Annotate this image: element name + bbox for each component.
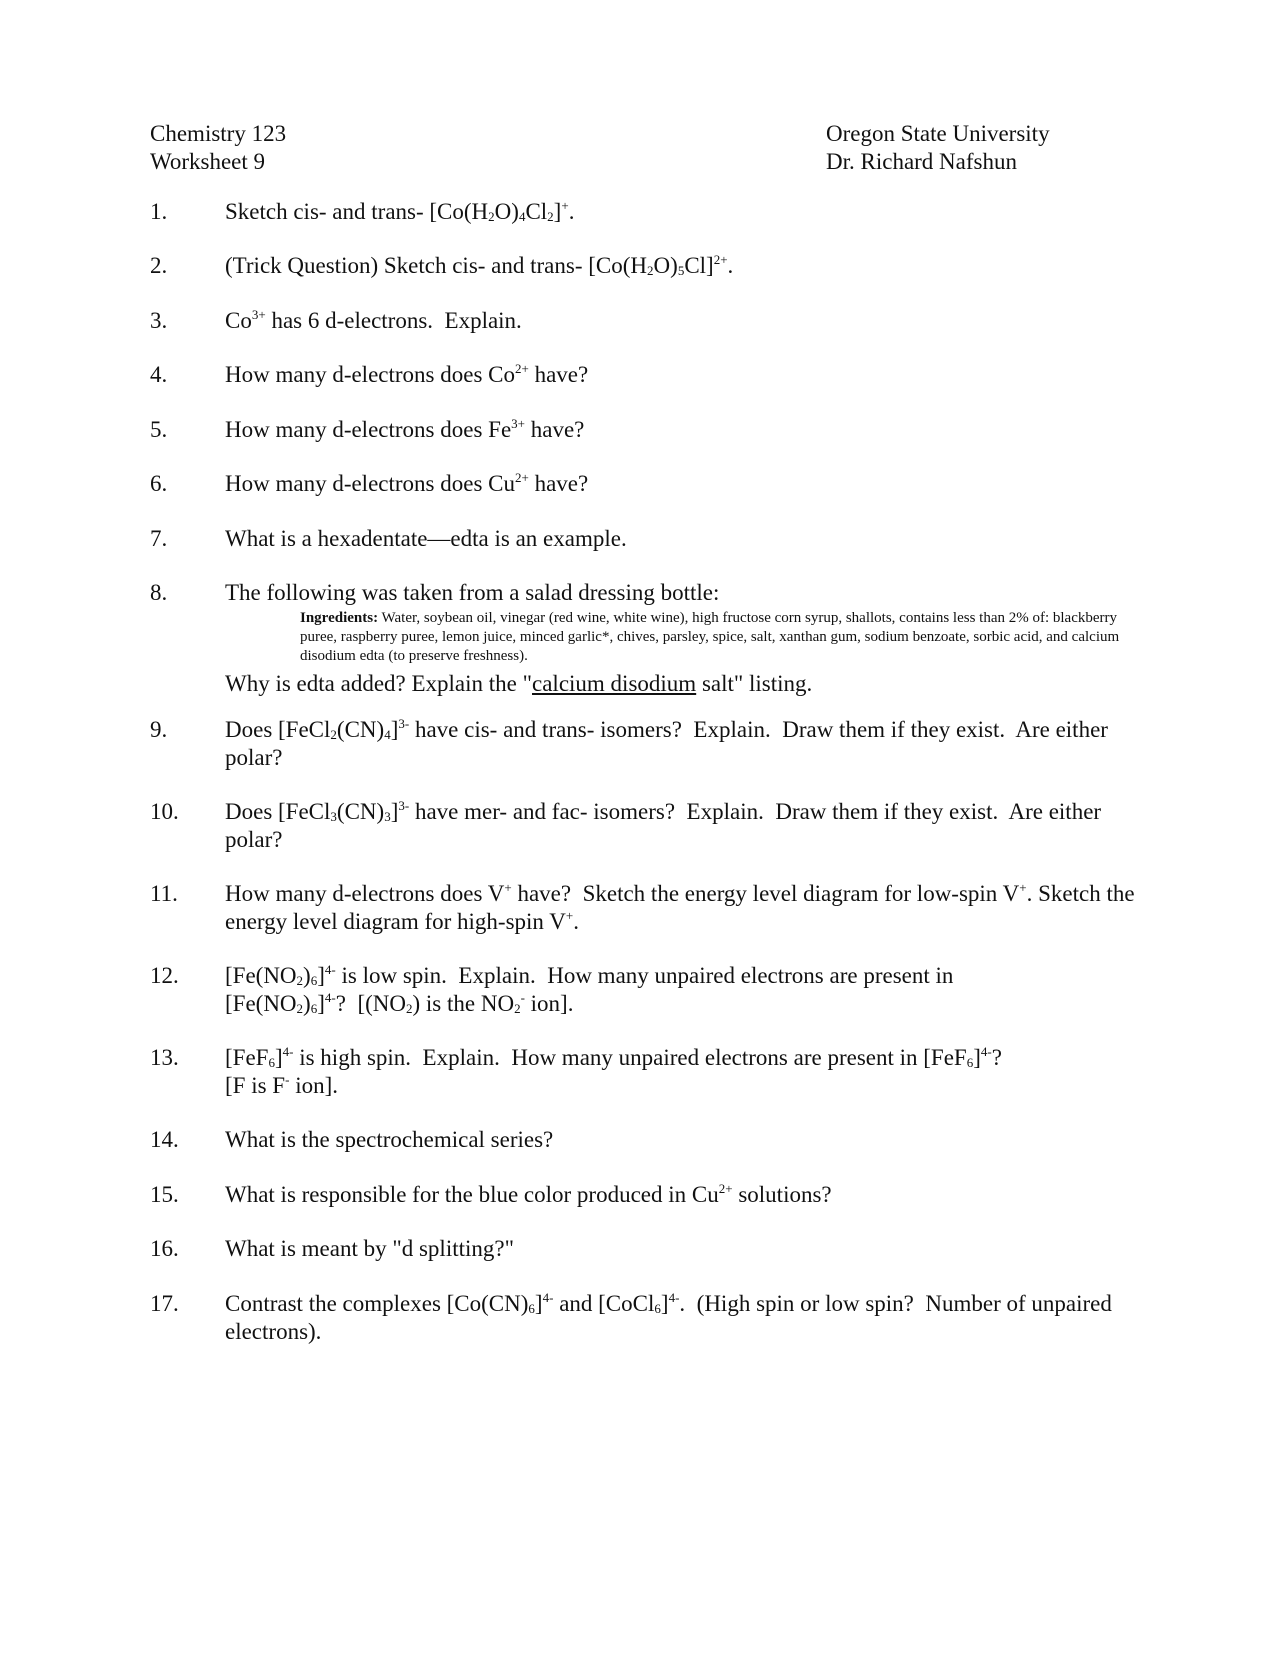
followup-after: salt" listing.	[696, 671, 813, 696]
header-left	[150, 120, 286, 176]
instructor-name: Dr. Richard Nafshun	[826, 149, 1017, 174]
header-right	[826, 120, 1050, 176]
question-number: 11.	[150, 881, 178, 906]
question-number: 15.	[150, 1182, 179, 1207]
worksheet-title: Worksheet 9	[150, 149, 266, 174]
question-number: 3.	[150, 308, 168, 333]
question-text: Does $[FeCl_3(CN)_3]^{3-}$ have mer- and fac- isomers? Explain. Draw them if they exist. Are either polar?	[225, 798, 1102, 852]
ingredients-label: Ingredients:	[300, 610, 379, 626]
course-title: Chemistry 123	[150, 121, 287, 146]
question-number: 4.	[150, 362, 168, 387]
question-text: How many d-electrons does $Fe^{3+}$ have?	[225, 416, 585, 442]
question-text: Does $[FeCl_2(CN)_4]^{3-}$ have cis- and trans- isomers? Explain. Draw them if they exist. Are either polar?	[225, 716, 1108, 770]
question-text: $[Fe(NO_2)_6]^{4-}$ is low spin. Explain. How many unpaired electrons are present in $[Fe(NO_2)_6]^{4-}$? [$(NO_2)$ is the $NO_2^-$ ion].	[225, 962, 954, 1016]
question-number: 9.	[150, 717, 168, 742]
question-number: 8.	[150, 580, 168, 605]
question-text: Contrast the complexes $[Co(CN)_6]^{4-}$ and [CoCl$_6$]$^{4-}$. (High spin or low spin? Number of unpaired electrons).	[225, 1290, 1112, 1344]
question-number: 13.	[150, 1045, 179, 1070]
question-text: What is the spectrochemical series?	[225, 1127, 554, 1152]
question-text: How many d-electrons does $Co^{2+}$ have?	[225, 361, 589, 387]
question-8-followup	[225, 670, 1160, 698]
question-text: $[FeF_6]^{4-}$ is high spin. Explain. How many unpaired electrons are present in $[FeF_6]^{4-}$? [F is F- ion].	[225, 1044, 1002, 1098]
question-text: How many d-electrons does V+ have? Sketch the energy level diagram for low-spin V+. Sketch the energy level diagram for high-spin V+.	[225, 880, 1135, 934]
question-number: 17.	[150, 1291, 179, 1316]
question-number: 14.	[150, 1127, 179, 1152]
question-text: What is meant by "d splitting?"	[225, 1236, 514, 1261]
question-text: $Co^{3+}$ has 6 d-electrons. Explain.	[225, 307, 522, 333]
question-number: 5.	[150, 417, 168, 442]
question-number: 2.	[150, 253, 168, 278]
question-number: 6.	[150, 471, 168, 496]
question-number: 10.	[150, 799, 179, 824]
question-number: 16.	[150, 1236, 179, 1261]
ingredients-label-text	[300, 609, 1130, 666]
followup-before: Why is edta added? Explain the "	[225, 671, 533, 696]
question-8-body	[225, 579, 1160, 698]
question-text: (Trick Question) Sketch cis- and trans- $[Co(H_2O)_5Cl]^{2+}$.	[225, 252, 734, 278]
university-name: Oregon State University	[826, 121, 1050, 146]
question-text: Sketch cis- and trans- $[Co(H_2O)_4Cl_2]^+$.	[225, 198, 575, 224]
followup-underlined: calcium disodium	[532, 671, 697, 696]
ingredients-list: Water, soybean oil, vinegar (red wine, white wine), high fructose corn syrup, shallots, contains less than 2% of: blackberry puree, raspberry puree, lemon juice, minced garlic*, chives, parsley, spice, salt, xanthan gum, sodium benzoate, sorbic acid, and calcium disodium edta (to preserve freshness).	[300, 610, 1120, 664]
question-text: What is a hexadentate—edta is an example.	[225, 526, 627, 551]
question-text: The following was taken from a salad dressing bottle:	[225, 580, 720, 605]
question-number: 1.	[150, 199, 168, 224]
question-text: How many d-electrons does $Cu^{2+}$ have?	[225, 470, 589, 496]
question-text: What is responsible for the blue color produced in $Cu^{2+}$ solutions?	[225, 1181, 832, 1207]
question-number: 7.	[150, 526, 168, 551]
question-number: 12.	[150, 963, 179, 988]
